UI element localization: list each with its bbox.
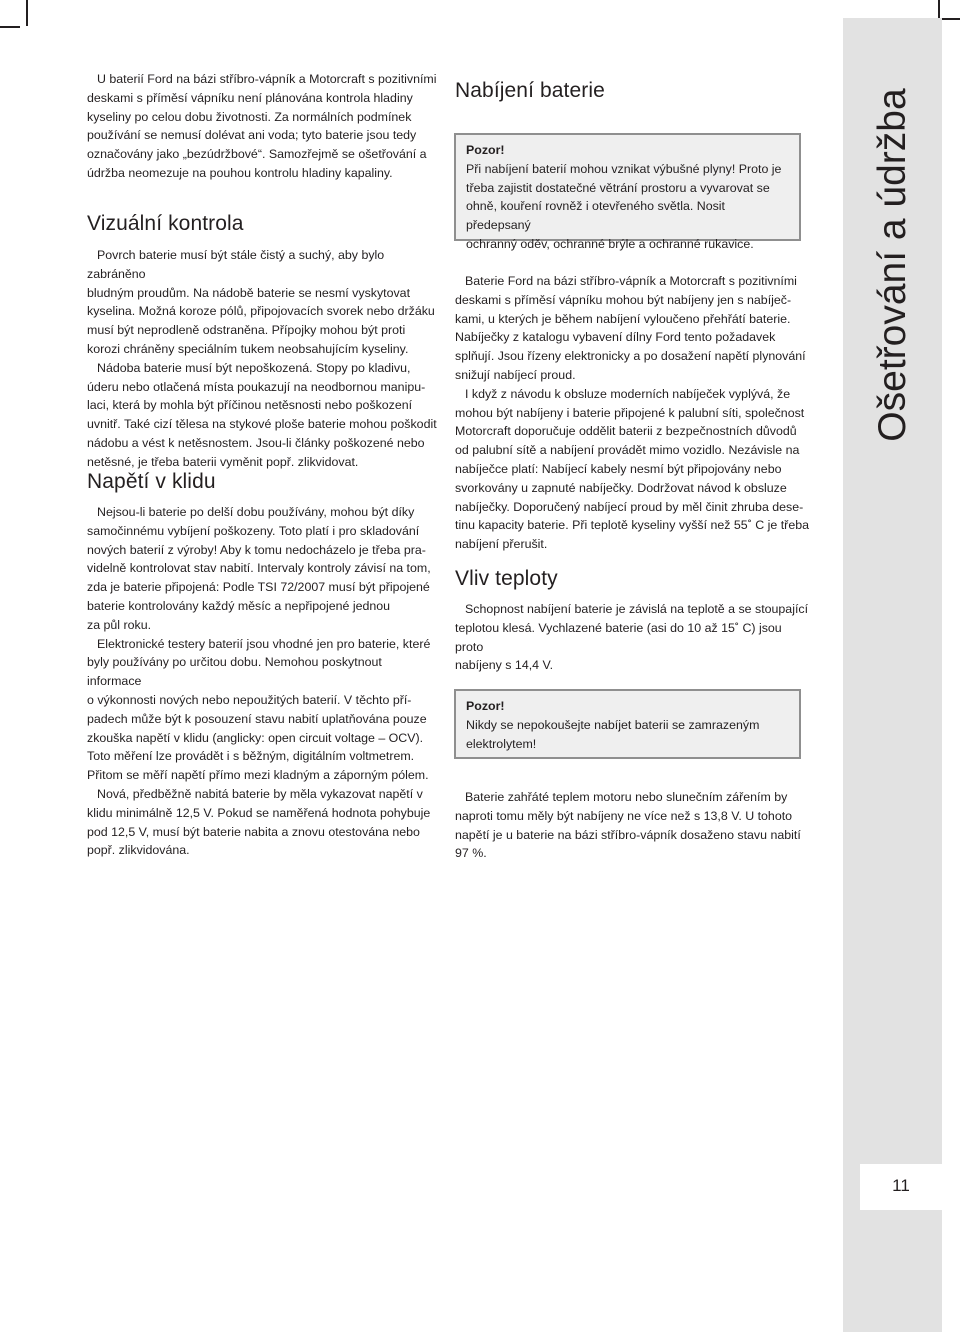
temperature-paragraph	[455, 600, 810, 675]
text-line: naproti tomu měly být nabíjeny ne více než s 13,8 V. U tohoto	[455, 808, 793, 823]
intro-paragraph	[87, 70, 437, 183]
idle-paragraph	[87, 503, 437, 860]
crop-mark	[942, 18, 960, 20]
text-line: teplotou klesá. Vychlazené baterie (asi do 10 až 15˚ C) jsou proto	[455, 620, 782, 654]
text-line: ochranný oděv, ochranné brýle a ochranné rukavice.	[466, 236, 754, 251]
text-line: deskami s příměsí vápníku není plánována kontrola hladiny	[87, 90, 413, 105]
text-line: deskami s příměsí vápníku mohou být nabíjeny jen s nabíječ-	[455, 292, 792, 307]
text-line: klidu minimálně 12,5 V. Pokud se naměřená hodnota pohybuje	[87, 805, 431, 820]
text-line: Schopnost nabíjení baterie je závislá na teplotě a se stoupající	[465, 602, 809, 616]
text-line: Elektronické testery baterií jsou vhodné jen pro baterie, které	[97, 636, 431, 651]
text-line: popř. zlikvidována.	[87, 843, 190, 858]
text-line: označovány jako „bezúdržbové“. Samozřejmě se ošetřování a	[87, 147, 427, 162]
text-line: o výkonnosti nových nebo nepoužitých baterií. V těchto pří-	[87, 692, 412, 707]
text-line: U baterií Ford na bázi stříbro-vápník a Motorcraft s pozitivními	[97, 72, 437, 86]
text-line: třeba zajistit dostatečné větrání prostoru a vyvarovat se	[466, 180, 770, 195]
visual-paragraph	[87, 246, 437, 472]
text-line: zkouška napětí v klidu (anglicky: open circuit voltage – OCV).	[87, 730, 424, 745]
heading-open-circuit-voltage: Napětí v klidu	[87, 470, 216, 493]
text-line: baterie kontrolovány každý měsíc a nepřipojené jednou	[87, 598, 391, 613]
text-line: Povrch baterie musí být stále čistý a suchý, aby bylo zabráněno	[87, 248, 385, 281]
text-line: Nabíječky z katalogu vybavení dílny Ford tento požadavek	[455, 330, 776, 345]
crop-mark	[938, 0, 940, 18]
text-line: Nejsou-li baterie po delší dobu používány, mohou být díky	[97, 505, 415, 519]
text-line: Motorcraft doporučuje oddělit baterii z bezpečnostních důvodů	[455, 424, 797, 439]
text-line: kami, u kterých je během nabíjení vyloučeno přehřátí baterie.	[455, 311, 791, 326]
text-line: musí být neprodleně odstraněna. Přípojky mohou být proti	[87, 323, 406, 338]
text-line: kyseliny po celou dobu životnosti. Za normálních podmínek	[87, 109, 412, 124]
text-line: Při nabíjení baterií mohou vznikat výbušné plyny! Proto je	[466, 161, 782, 176]
text-line: korozi chráněny speciálním tukem neobsahujícím kyseliny.	[87, 341, 409, 356]
sidebar-title: Ošetřování a údržba	[871, 88, 914, 442]
text-line: uvnitř. Také cizí tělesa na stykové ploše baterie mohou poškodit	[87, 417, 437, 432]
text-line: ohně, kouření rovněž i otevřeného světla. Nosit předepsaný	[466, 199, 725, 233]
text-line: Baterie zahřáté teplem motoru nebo slunečním zářením by	[465, 790, 788, 804]
text-line: nabíjeny s 14,4 V.	[455, 658, 554, 673]
text-line: pod 12,5 V, musí být baterie nabita a znovu otestována nebo	[87, 824, 420, 839]
text-line: Nová, předběžně nabitá baterie by měla vykazovat napětí v	[97, 786, 423, 801]
crop-mark	[26, 0, 28, 26]
text-line: I když z návodu k obsluze moderních nabíječek vyplývá, že	[465, 386, 791, 401]
text-line: napětí je u baterie na bázi stříbro-vápník dosaženo stavu nabití	[455, 827, 801, 842]
crop-mark	[0, 26, 20, 28]
heading-visual-inspection: Vizuální kontrola	[87, 212, 244, 235]
text-line: nabíječce platí: Nabíjecí kabely nesmí být připojovány nebo	[455, 461, 782, 476]
text-line: padech může být k posouzení stavu nabití uplatňována pouze	[87, 711, 427, 726]
text-line: nabíječky. Doporučený nabíjecí proud by měl činit zhruba dese-	[455, 499, 804, 514]
text-line: Baterie Ford na bázi stříbro-vápník a Motorcraft s pozitivními	[465, 274, 797, 288]
text-line: bludným proudům. Na nádobě baterie se nesmí vyskytovat	[87, 285, 411, 300]
text-line: nových baterií z výroby! Aby k tomu nedocházelo je třeba pra-	[87, 542, 426, 557]
text-line: úderu nebo otlačená místa poukazují na neodbornou manipu-	[87, 379, 426, 394]
text-line: videlně kontrolovat stav nabití. Intervaly kontroly závisí na tom,	[87, 561, 431, 576]
text-line: 97 %.	[455, 846, 487, 861]
text-line: údržba neomezuje na pouhou kontrolu hladiny kapaliny.	[87, 165, 393, 180]
warning-box-frozen	[454, 689, 801, 759]
warning-box-charging	[454, 133, 801, 251]
heading-charging: Nabíjení baterie	[455, 79, 605, 102]
text-line: za půl roku.	[87, 617, 152, 632]
text-line: netěsné, je třeba baterii vyměnit popř. zlikvidovat.	[87, 454, 359, 469]
text-line: zda je baterie připojená: Podle TSI 72/2007 musí být připojené	[87, 580, 430, 595]
text-line: od palubní sítě a nabíjení provádět mimo vozidlo. Nezávisle na	[455, 443, 800, 458]
charging-paragraph	[455, 272, 810, 554]
text-line: svorkovány u zapnuté nabíječky. Dodržovat návod k obsluze	[455, 480, 787, 495]
text-line: Nádoba baterie musí být nepoškozená. Stopy po kladivu,	[97, 360, 411, 375]
text-line: používání se nemusí dolévat ani voda; tyto baterie jsou tedy	[87, 128, 417, 143]
text-line: samočinnému vybíjení poškozeny. Toto platí i pro skladování	[87, 523, 420, 538]
text-line: Nikdy se nepokoušejte nabíjet baterii se zamrazeným	[466, 717, 760, 732]
text-line: splňují. Jsou řízeny elektronicky a po dosažení napětí plynování	[455, 349, 806, 364]
text-line: Toto měření lze provádět i s běžným, digitálním voltmetrem.	[87, 749, 415, 764]
text-line: laci, která by mohla být příčinou netěsnosti nebo poškození	[87, 398, 413, 413]
text-line: elektrolytem!	[466, 736, 537, 751]
heading-temperature: Vliv teploty	[455, 567, 558, 590]
text-line: snižují nabíjecí proud.	[455, 367, 576, 382]
text-line: nádobu a vést k netěsnostem. Jsou-li články poškozené nebo	[87, 435, 425, 450]
text-line: nabíjení přerušit.	[455, 537, 548, 552]
text-line: tinu kapacity baterie. Při teplotě kyseliny vyšší než 55˚ C je třeba	[455, 518, 809, 533]
heat-paragraph	[455, 788, 810, 863]
text-line: kyselina. Možná koroze pólů, připojovacích svorek nebo držáku	[87, 304, 435, 319]
warning-title: Pozor!	[466, 699, 505, 713]
text-line: Přitom se měří napětí přímo mezi kladným a záporným pólem.	[87, 768, 429, 783]
text-line: byly používány po určitou dobu. Nemohou poskytnout informace	[87, 655, 382, 689]
warning-title: Pozor!	[466, 143, 505, 157]
page-number: 11	[892, 1176, 910, 1195]
text-line: mohou být nabíjeny i baterie připojené k palubní síti, společnost	[455, 405, 805, 420]
